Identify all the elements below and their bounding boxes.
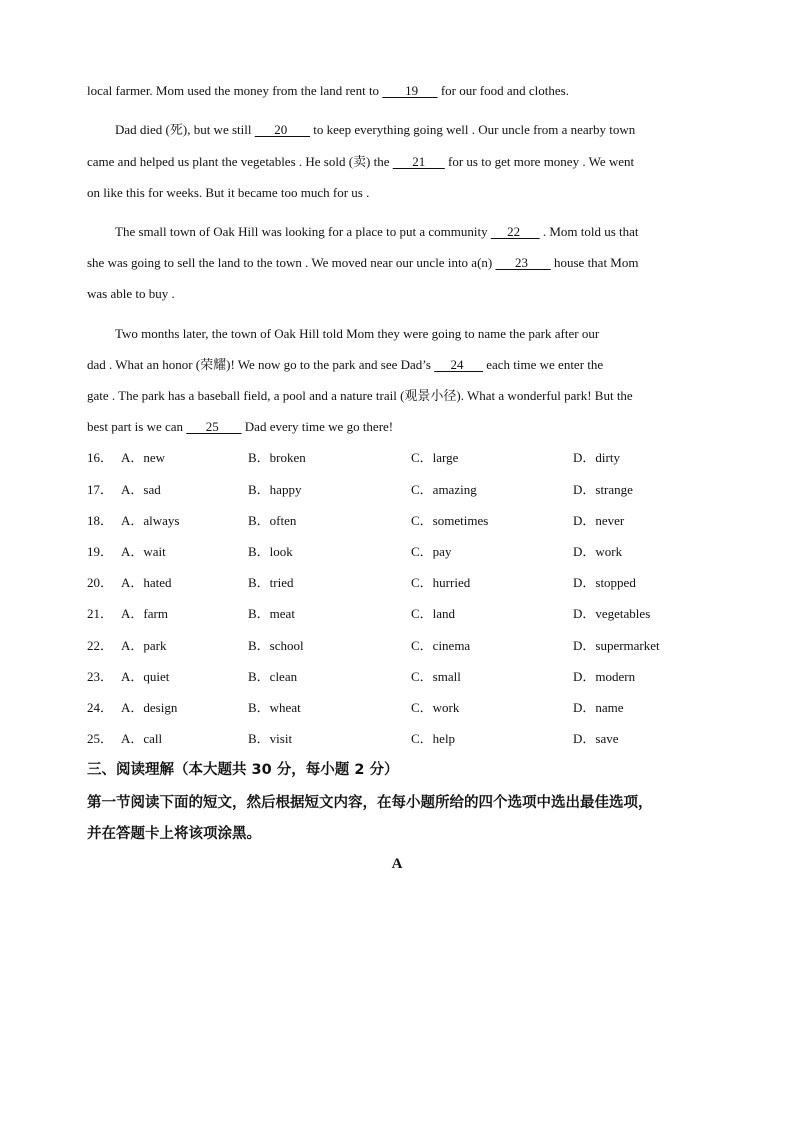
passage-text: she was going to sell the land to the town . We moved near our uncle into a(n) (87, 255, 496, 270)
option-a: A．design (121, 700, 178, 715)
option-b: B．meat (248, 606, 295, 621)
option-a: A．park (121, 638, 167, 653)
option-a: A．call (121, 731, 163, 746)
question-number: 21． (87, 606, 114, 621)
passage-line (115, 325, 599, 343)
question-row (87, 637, 727, 655)
passage-text: Dad died (死), but we still (115, 122, 255, 137)
option-a: A．always (121, 513, 180, 528)
section-title: 三、阅读理解（本大题共 30 分，每小题 2 分） (87, 762, 399, 778)
question-row (87, 481, 727, 499)
passage-text: gate . The park has a baseball field, a pool and a nature trail (观景小径). What a wonderful park! But the (87, 388, 633, 403)
passage-line (87, 285, 175, 303)
option-b: B．happy (248, 482, 302, 497)
option-d: D．save (573, 731, 619, 746)
question-number: 22． (87, 638, 114, 653)
option-d: D．stopped (573, 575, 636, 590)
question-number: 23． (87, 669, 114, 684)
question-row (87, 574, 727, 592)
option-c: C．work (411, 700, 460, 715)
passage-line (87, 82, 569, 100)
passage-text: was able to buy . (87, 286, 175, 301)
passage-text: for our food and clothes. (437, 83, 569, 98)
passage-line (87, 387, 633, 405)
blank-21: 21 (392, 154, 445, 169)
option-c: C．cinema (411, 638, 471, 653)
question-row (87, 449, 727, 467)
option-a: A．wait (121, 544, 166, 559)
option-b: B．broken (248, 450, 306, 465)
blank-25: 25 (186, 419, 242, 434)
option-d: D．dirty (573, 450, 620, 465)
passage-text: . Mom told us that (539, 224, 639, 239)
passage-text: local farmer. Mom used the money from the land rent to (87, 83, 383, 98)
question-number: 17． (87, 482, 114, 497)
option-c: C．small (411, 669, 461, 684)
question-row (87, 668, 727, 686)
passage-line (87, 184, 369, 202)
option-a: A．quiet (121, 669, 170, 684)
option-a: A．hated (121, 575, 172, 590)
passage-line (87, 254, 638, 272)
question-number: 19． (87, 544, 114, 559)
option-a: A．new (121, 450, 166, 465)
option-d: D．work (573, 544, 623, 559)
option-c: C．hurried (411, 575, 471, 590)
question-number: 24． (87, 700, 114, 715)
passage-text: dad . What an honor (荣耀)! We now go to the park and see Dad’s (87, 357, 435, 372)
option-d: D．strange (573, 482, 633, 497)
option-d: D．supermarket (573, 638, 660, 653)
question-number: 16． (87, 450, 114, 465)
option-c: C．help (411, 731, 456, 746)
question-row (87, 543, 727, 561)
option-b: B．clean (248, 669, 298, 684)
question-number: 18． (87, 513, 114, 528)
question-row (87, 730, 727, 748)
passage-text: best part is we can (87, 419, 187, 434)
option-c: C．pay (411, 544, 452, 559)
section-instruction: 并在答题卡上将该项涂黑。 (87, 826, 261, 842)
passage-label: A (391, 856, 403, 872)
passage-text: to keep everything going well . Our uncle from a nearby town (309, 122, 636, 137)
option-c: C．sometimes (411, 513, 489, 528)
option-b: B．often (248, 513, 297, 528)
option-b: B．look (248, 544, 293, 559)
passage-text: on like this for weeks. But it became too much for us . (87, 185, 370, 200)
question-number: 20． (87, 575, 114, 590)
option-d: D．never (573, 513, 625, 528)
option-d: D．modern (573, 669, 636, 684)
passage-text: for us to get more money . We went (444, 154, 635, 169)
passage-text: house that Mom (550, 255, 639, 270)
question-row (87, 699, 727, 717)
passage-text: came and helped us plant the vegetables . He sold (卖) the (87, 154, 393, 169)
blank-23: 23 (495, 255, 551, 270)
option-b: B．visit (248, 731, 293, 746)
question-number: 25． (87, 731, 114, 746)
option-b: B．school (248, 638, 304, 653)
blank-22: 22 (490, 224, 540, 239)
passage-text: each time we enter the (482, 357, 604, 372)
option-d: D．name (573, 700, 624, 715)
passage-line (115, 223, 639, 241)
passage-line (115, 121, 635, 139)
option-c: C．land (411, 606, 456, 621)
option-b: B．tried (248, 575, 294, 590)
passage-text: The small town of Oak Hill was looking for a place to put a community (115, 224, 491, 239)
option-a: A．farm (121, 606, 168, 621)
passage-line (87, 418, 393, 436)
question-row (87, 605, 727, 623)
option-d: D．vegetables (573, 606, 651, 621)
option-a: A．sad (121, 482, 161, 497)
passage-text: Two months later, the town of Oak Hill told Mom they were going to name the park after our (115, 326, 600, 341)
question-row (87, 512, 727, 530)
option-c: C．large (411, 450, 459, 465)
option-c: C．amazing (411, 482, 477, 497)
blank-20: 20 (254, 122, 310, 137)
blank-24: 24 (434, 357, 483, 372)
blank-19: 19 (382, 83, 438, 98)
passage-text: Dad every time we go there! (241, 419, 394, 434)
section-instruction: 第一节阅读下面的短文，然后根据短文内容，在每小题所给的四个选项中选出最佳选项， (87, 795, 653, 811)
passage-line (87, 356, 603, 374)
option-b: B．wheat (248, 700, 301, 715)
passage-line (87, 153, 634, 171)
